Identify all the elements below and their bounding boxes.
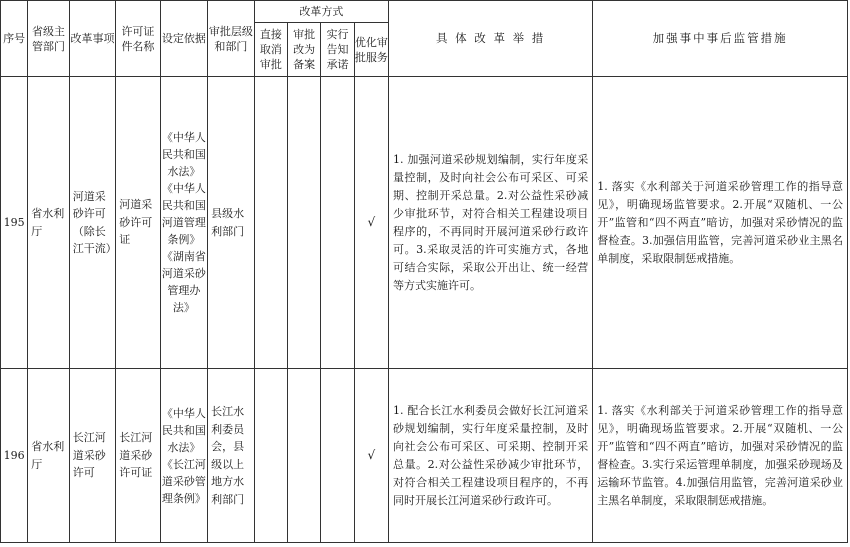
row-mark-commitment bbox=[321, 369, 354, 543]
header-supervision: 加强事中事后监管措施 bbox=[593, 1, 848, 77]
row-license: 长江河道采砂许可证 bbox=[116, 369, 160, 543]
header-item: 改革事项 bbox=[69, 1, 115, 77]
row-license: 河道采砂许可证 bbox=[116, 77, 160, 369]
header-measures: 具 体 改 革 举 措 bbox=[389, 1, 593, 77]
header-seq: 序号 bbox=[1, 1, 28, 77]
row-mark-filing bbox=[288, 77, 321, 369]
row-mark-cancel bbox=[254, 77, 287, 369]
row-mark-commitment bbox=[321, 77, 354, 369]
row-basis: 《中华人民共和国水法》《中华人民共和国河道管理条例》《湖南省河道采砂管理办法》 bbox=[160, 77, 208, 369]
row-supervision: 1. 落实《水利部关于河道采砂管理工作的指导意见》，明确现场监管要求。2.开展“双随机、一公开”监管和“四不两直”暗访，加强对采砂情况的监督检查。3.加强信用监管，完善河道采砂业主黑名单制度，采取限制惩戒措施。 bbox=[593, 77, 848, 369]
row-basis: 《中华人民共和国水法》《长江河道采砂管理条例》 bbox=[160, 369, 208, 543]
table-row bbox=[1, 77, 848, 369]
row-level: 长江水利委员会，县级以上地方水利部门 bbox=[208, 369, 254, 543]
header-reform-commitment: 实行告知承诺 bbox=[321, 23, 354, 77]
header-basis: 设定依据 bbox=[160, 1, 208, 77]
row-mark-optimize: √ bbox=[354, 77, 388, 369]
header-license: 许可证件名称 bbox=[116, 1, 160, 77]
row-dept: 省水利厅 bbox=[28, 77, 69, 369]
row-mark-optimize: √ bbox=[354, 369, 388, 543]
header-reform-filing: 审批改为备案 bbox=[288, 23, 321, 77]
header-level: 审批层级和部门 bbox=[208, 1, 254, 77]
row-level: 县级水利部门 bbox=[208, 77, 254, 369]
row-dept: 省水利厅 bbox=[28, 369, 69, 543]
header-reform-group: 改革方式 bbox=[254, 1, 388, 23]
header-reform-cancel: 直接取消审批 bbox=[254, 23, 287, 77]
row-item: 河道采砂许可（除长江干流） bbox=[69, 77, 115, 369]
header-dept: 省级主管部门 bbox=[28, 1, 69, 77]
row-mark-filing bbox=[288, 369, 321, 543]
row-measures: 1. 配合长江水利委员会做好长江河道采砂规划编制，实行年度采量控制，及时向社会公布可采区、可采期、控制开采总量。2.对公益性采砂减少审批环节，对符合相关工程建设项目程序的，不再同时开展长江河道采砂行政许可。 bbox=[389, 369, 593, 543]
header-reform-optimize: 优化审批服务 bbox=[354, 23, 388, 77]
row-supervision: 1. 落实《水利部关于河道采砂管理工作的指导意见》，明确现场监管要求。2.开展“双随机、一公开”监管和“四不两直”暗访，加强对采砂情况的监督检查。3.实行采运管理单制度，加强采砂现场及运输环节监管。4.加强信用监管，完善河道采砂业主黑名单制度，采取限制惩戒措施。 bbox=[593, 369, 848, 543]
row-measures: 1. 加强河道采砂规划编制，实行年度采量控制，及时向社会公布可采区、可采期、控制开采总量。2.对公益性采砂减少审批环节，对符合相关工程建设项目程序的，不再同时开展河道采砂行政许可。3.采取灵活的许可实施方式，各地可结合实际，采取公开出让、统一经营等方式实施许可。 bbox=[389, 77, 593, 369]
table-row bbox=[1, 369, 848, 543]
row-seq: 196 bbox=[1, 369, 28, 543]
row-item: 长江河道采砂许可 bbox=[69, 369, 115, 543]
row-mark-cancel bbox=[254, 369, 287, 543]
row-seq: 195 bbox=[1, 77, 28, 369]
